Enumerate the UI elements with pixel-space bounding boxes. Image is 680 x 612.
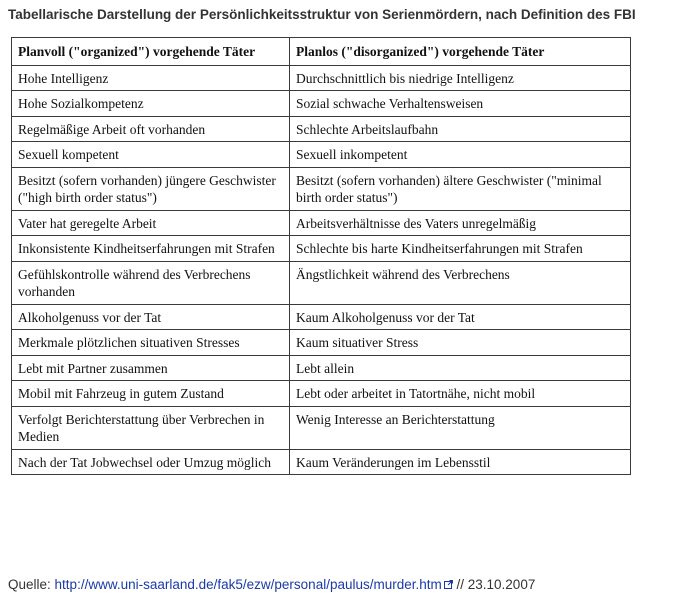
header-disorganized: Planlos ("disorganized") vorgehende Täter <box>290 38 631 66</box>
cell-disorganized: Arbeitsverhältnisse des Vaters unregelmäßig <box>290 210 631 236</box>
cell-disorganized: Lebt allein <box>290 355 631 381</box>
cell-disorganized: Sexuell inkompetent <box>290 142 631 168</box>
source-link[interactable]: http://www.uni-saarland.de/fak5/ezw/personal/paulus/murder.htm <box>54 577 442 592</box>
cell-organized: Lebt mit Partner zusammen <box>12 355 290 381</box>
table-row <box>12 406 631 449</box>
source-line <box>8 577 535 592</box>
cell-disorganized: Lebt oder arbeitet in Tatortnähe, nicht mobil <box>290 381 631 407</box>
cell-organized: Hohe Sozialkompetenz <box>12 91 290 117</box>
table-row <box>12 91 631 117</box>
external-link-icon[interactable] <box>444 577 453 586</box>
cell-organized: Besitzt (sofern vorhanden) jüngere Geschwister ("high birth order status") <box>12 167 290 210</box>
source-date: // 23.10.2007 <box>456 577 536 592</box>
cell-organized: Gefühlskontrolle während des Verbrechens vorhanden <box>12 261 290 304</box>
table-row <box>12 116 631 142</box>
cell-organized: Alkoholgenuss vor der Tat <box>12 304 290 330</box>
cell-disorganized: Durchschnittlich bis niedrige Intelligenz <box>290 65 631 91</box>
cell-disorganized: Ängstlichkeit während des Verbrechens <box>290 261 631 304</box>
cell-disorganized: Sozial schwache Verhaltensweisen <box>290 91 631 117</box>
cell-disorganized: Kaum situativer Stress <box>290 330 631 356</box>
cell-organized: Nach der Tat Jobwechsel oder Umzug möglich <box>12 449 290 475</box>
table-row <box>12 167 631 210</box>
cell-organized: Verfolgt Berichterstattung über Verbrechen in Medien <box>12 406 290 449</box>
cell-organized: Sexuell kompetent <box>12 142 290 168</box>
cell-organized: Inkonsistente Kindheitserfahrungen mit Strafen <box>12 236 290 262</box>
table-row <box>12 304 631 330</box>
table-row <box>12 65 631 91</box>
cell-disorganized: Wenig Interesse an Berichterstattung <box>290 406 631 449</box>
table-row <box>12 355 631 381</box>
table-row <box>12 449 631 475</box>
table-header-row <box>12 38 631 66</box>
header-organized: Planvoll ("organized") vorgehende Täter <box>12 38 290 66</box>
page-title: Tabellarische Darstellung der Persönlichkeitsstruktur von Serienmördern, nach Definition des FBI <box>8 7 636 22</box>
table-row <box>12 142 631 168</box>
table-row <box>12 210 631 236</box>
cell-disorganized: Schlechte bis harte Kindheitserfahrungen mit Strafen <box>290 236 631 262</box>
cell-disorganized: Kaum Veränderungen im Lebensstil <box>290 449 631 475</box>
table-row <box>12 261 631 304</box>
table-row <box>12 381 631 407</box>
table-row <box>12 236 631 262</box>
cell-organized: Regelmäßige Arbeit oft vorhanden <box>12 116 290 142</box>
cell-organized: Hohe Intelligenz <box>12 65 290 91</box>
cell-organized: Vater hat geregelte Arbeit <box>12 210 290 236</box>
cell-disorganized: Schlechte Arbeitslaufbahn <box>290 116 631 142</box>
source-label: Quelle: <box>8 577 51 592</box>
cell-organized: Mobil mit Fahrzeug in gutem Zustand <box>12 381 290 407</box>
cell-organized: Merkmale plötzlichen situativen Stresses <box>12 330 290 356</box>
table-row <box>12 330 631 356</box>
cell-disorganized: Besitzt (sofern vorhanden) ältere Geschwister ("minimal birth order status") <box>290 167 631 210</box>
cell-disorganized: Kaum Alkoholgenuss vor der Tat <box>290 304 631 330</box>
comparison-table <box>11 37 631 475</box>
